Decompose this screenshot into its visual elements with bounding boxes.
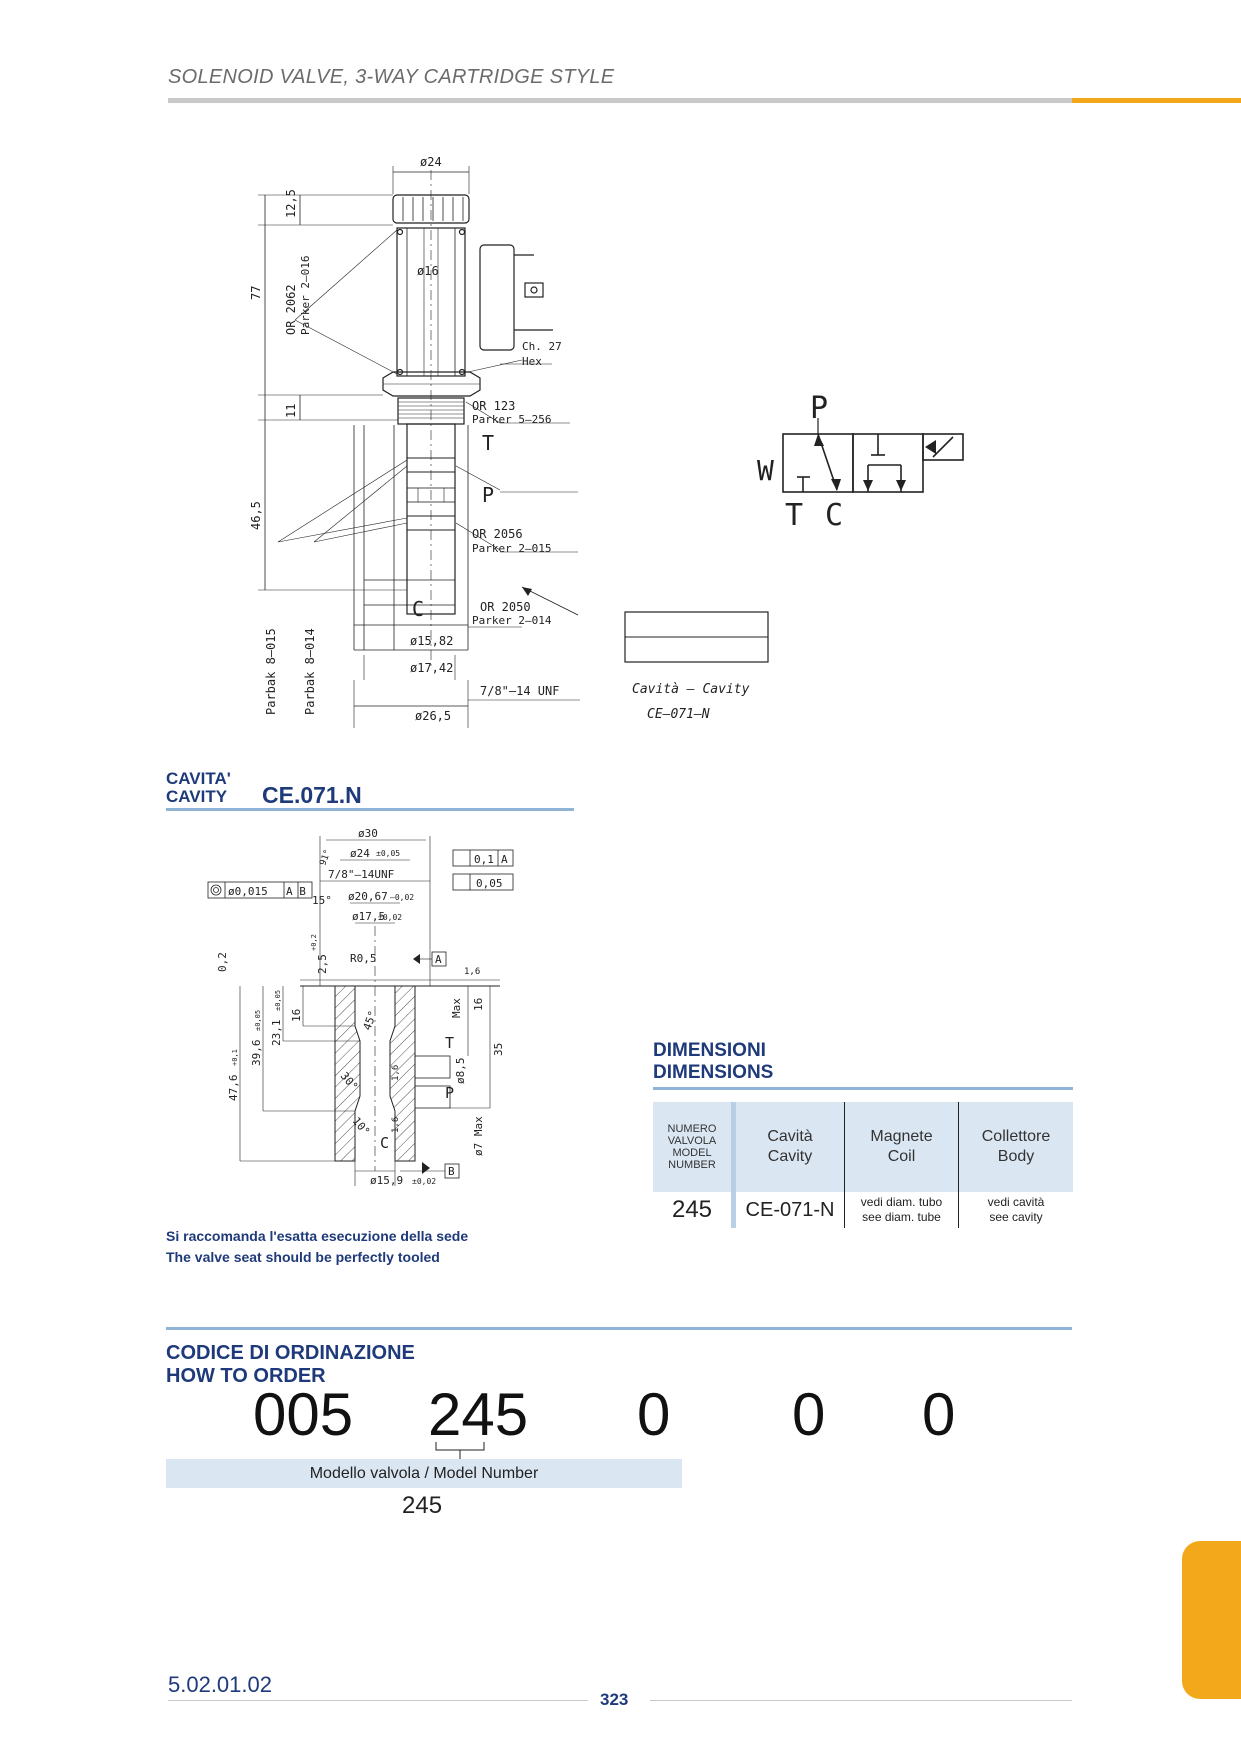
- port-p-label: P: [482, 483, 495, 507]
- model-number-bar: Modello valvola / Model Number: [166, 1459, 682, 1488]
- cell-coil: vedi diam. tubo see diam. tube: [845, 1192, 959, 1228]
- page-header-title: SOLENOID VALVE, 3-WAY CARTRIDGE STYLE: [168, 66, 615, 88]
- dim-h77: 77: [249, 285, 263, 300]
- cav-h02: 0,2: [216, 952, 229, 972]
- order-code-4: 0: [792, 1381, 826, 1448]
- header-coil: Magnete Coil: [845, 1102, 959, 1192]
- footer-rule-right: [650, 1700, 1072, 1701]
- cav-port-t: T: [445, 1034, 455, 1052]
- label-or2050: OR 2050: [480, 600, 531, 614]
- note-it: Si raccomanda l'esatta esecuzione della sede: [166, 1228, 469, 1244]
- cav-d24: ø24: [350, 847, 370, 860]
- cav-max16: Max: [450, 998, 463, 1018]
- cavity-rule: [166, 808, 574, 811]
- cav-ang30: 30°: [337, 1069, 361, 1094]
- note-en: The valve seat should be perfectly tooled: [166, 1249, 440, 1265]
- label-parker5256: Parker 5–256: [472, 413, 552, 426]
- cav-d159-tol: ±0,02: [412, 1177, 437, 1186]
- dimensions-data-row: [653, 1192, 1073, 1228]
- cav-ang91: 91°: [318, 848, 334, 868]
- label-or123: OR 123: [472, 399, 516, 413]
- section-tab: [1182, 1541, 1241, 1699]
- cav-d7max: ø7 Max: [472, 1116, 485, 1156]
- cav-ang10: 10°: [349, 1114, 373, 1139]
- dim-d265: ø26,5: [415, 709, 452, 723]
- dimensions-label-it: DIMENSIONI: [653, 1040, 766, 1061]
- model-bracket: [420, 1440, 540, 1460]
- label-parker2014: Parker 2–014: [472, 614, 552, 627]
- order-label-it: CODICE DI ORDINAZIONE: [166, 1342, 415, 1364]
- label-parbak8014: Parbak 8–014: [303, 628, 317, 715]
- order-label-en: HOW TO ORDER: [166, 1365, 326, 1387]
- cav-h476: 47,6: [227, 1074, 240, 1101]
- symbol-c-label: C: [825, 498, 844, 533]
- cav-d2067-tol: –0,02: [390, 893, 415, 902]
- cavity-label-it: CAVITA': [166, 769, 231, 788]
- symbol-p-label: P: [810, 391, 829, 426]
- cav-ang45: 45°: [360, 1008, 380, 1033]
- header-cavity: Cavità Cavity: [734, 1102, 845, 1192]
- cavity-heading: [166, 770, 574, 811]
- cav-h396: 39,6: [250, 1039, 263, 1066]
- label-parker2015: Parker 2–015: [472, 542, 552, 555]
- valve-technical-drawing: [249, 150, 780, 740]
- cav-h476-tol: +0,1: [231, 1049, 239, 1066]
- cell-model: 245: [671, 1196, 713, 1223]
- label-or2056: OR 2056: [472, 527, 523, 541]
- cav-d24-tol: ±0,05: [376, 849, 401, 858]
- footer-rule-left: [168, 1700, 588, 1701]
- symbol-t-label: T: [785, 498, 804, 533]
- dim-d24: ø24: [420, 155, 442, 169]
- dim-h465: 46,5: [249, 501, 263, 530]
- symbol-w-label: W: [757, 454, 774, 487]
- cav-r05: R0,5: [350, 952, 377, 965]
- cav-h25: 2,5: [316, 954, 329, 974]
- cav-r16a: 1,6: [464, 967, 481, 977]
- dimensions-table: [653, 1102, 1073, 1228]
- dimensions-label-en: DIMENSIONS: [653, 1062, 774, 1083]
- cav-port-c: C: [380, 1134, 390, 1152]
- cav-h35: 35: [492, 1042, 505, 1056]
- cav-h16a: 16: [290, 1008, 303, 1022]
- order-rule: [166, 1327, 1072, 1330]
- cav-perp-value: 0,05: [476, 877, 503, 890]
- header-model-number: NUMERO VALVOLA MODEL NUMBER: [653, 1102, 734, 1192]
- cavity-box-code: CE–071–N: [647, 707, 710, 722]
- dim-d16: ø16: [417, 264, 439, 278]
- label-thread: 7/8"–14 UNF: [480, 684, 560, 698]
- dim-h125: 12,5: [284, 189, 298, 218]
- label-hex: Hex: [522, 355, 542, 368]
- model-number-value: 245: [402, 1492, 443, 1519]
- label-ch27: Ch. 27: [522, 340, 562, 353]
- port-c-label: C: [412, 597, 425, 621]
- cav-d30: ø30: [358, 827, 378, 840]
- dim-d1582: ø15,82: [410, 634, 454, 648]
- cav-h25-tol: +0,2: [310, 934, 318, 951]
- cav-d159: ø15,9: [370, 1174, 404, 1187]
- header-rule: [168, 98, 1072, 103]
- hydraulic-symbol: [740, 390, 970, 540]
- cav-d175-tol: ±0,02: [378, 913, 403, 922]
- cav-datum-b: B: [448, 1165, 455, 1178]
- port-t-label: T: [482, 431, 495, 455]
- cavity-code: CE.071.N: [262, 782, 362, 808]
- page-number: 323: [600, 1690, 629, 1709]
- cav-d175: ø17,5: [352, 910, 386, 923]
- dimensions-heading: [653, 1040, 1073, 1090]
- footer-code: 5.02.01.02: [168, 1672, 272, 1697]
- cav-r16b: 1,6: [391, 1064, 401, 1081]
- cavity-label-en: CAVITY: [166, 787, 228, 806]
- cell-cavity: CE-071-N: [734, 1192, 845, 1228]
- cav-runout-datum: A: [501, 853, 508, 866]
- cav-h231-tol: ±0,05: [274, 989, 282, 1011]
- cav-d85: ø8,5: [454, 1057, 467, 1084]
- header-body: Collettore Body: [959, 1102, 1074, 1192]
- dim-h11: 11: [284, 403, 298, 418]
- order-code-2: 245: [428, 1381, 529, 1448]
- cav-h16b: 16: [472, 997, 485, 1011]
- order-code-3: 0: [637, 1381, 671, 1448]
- dimensions-header-row: [653, 1102, 1073, 1192]
- label-parbak8015: Parbak 8–015: [264, 628, 278, 715]
- label-parker2016: Parker 2–016: [299, 255, 312, 335]
- cav-ang15: 15°: [312, 894, 332, 907]
- cav-conc-datums: A B: [286, 885, 306, 898]
- cav-r16c: 1,6: [391, 1116, 401, 1133]
- dim-d1742: ø17,42: [410, 661, 454, 675]
- cav-runout-value: 0,1: [474, 853, 494, 866]
- order-code-5: 0: [922, 1381, 956, 1448]
- cav-h396-tol: ±0,05: [254, 1009, 262, 1031]
- cavity-technical-drawing: [200, 826, 530, 1194]
- order-code-1: 005: [253, 1381, 354, 1448]
- cav-thread: 7/8"–14UNF: [328, 868, 395, 881]
- cell-body: vedi cavità see cavity: [959, 1192, 1074, 1228]
- cavity-box-title: Cavità – Cavity: [632, 682, 750, 697]
- cav-h231: 23,1: [270, 1019, 283, 1046]
- dimensions-rule: [653, 1087, 1073, 1090]
- cav-d2067: ø20,67: [348, 890, 388, 903]
- header-accent-bar: [1072, 98, 1241, 103]
- label-or2062: OR 2062: [284, 284, 298, 335]
- cav-port-p: P: [445, 1084, 455, 1102]
- cav-conc-value: ø0,015: [228, 885, 268, 898]
- cav-datum-a: A: [435, 953, 442, 966]
